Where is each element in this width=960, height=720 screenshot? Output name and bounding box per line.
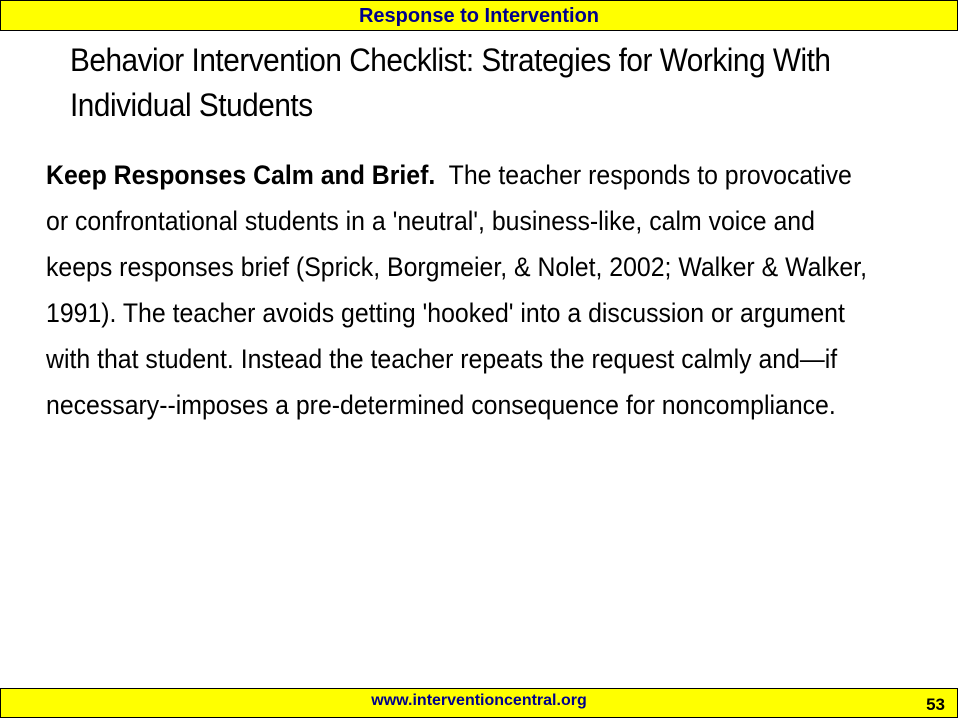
header-banner-text: Response to Intervention [358,5,600,27]
body-paragraph [46,152,874,428]
header-banner [0,0,958,31]
body-text: The teacher responds to provocative or confrontational students in a 'neutral', business-like, calm voice and keeps responses brief (Sprick, Borgmeier, & Nolet, 2002; Walker & Walker, 1991). The teacher avoids getting 'hooked' into a discussion or argument with that student. Instead the teacher repeats the request calmly and—if necessary--imposes a pre-determined consequence for noncompliance. [46,160,867,420]
footer-url-link[interactable]: www.interventioncentral.org [371,692,587,709]
footer-banner [0,688,958,718]
lead-sentence: Keep Responses Calm and Brief. [46,160,436,190]
slide-title: Behavior Intervention Checklist: Strategies for Working With Individual Students [70,42,831,123]
page-number: 53 [926,695,945,714]
